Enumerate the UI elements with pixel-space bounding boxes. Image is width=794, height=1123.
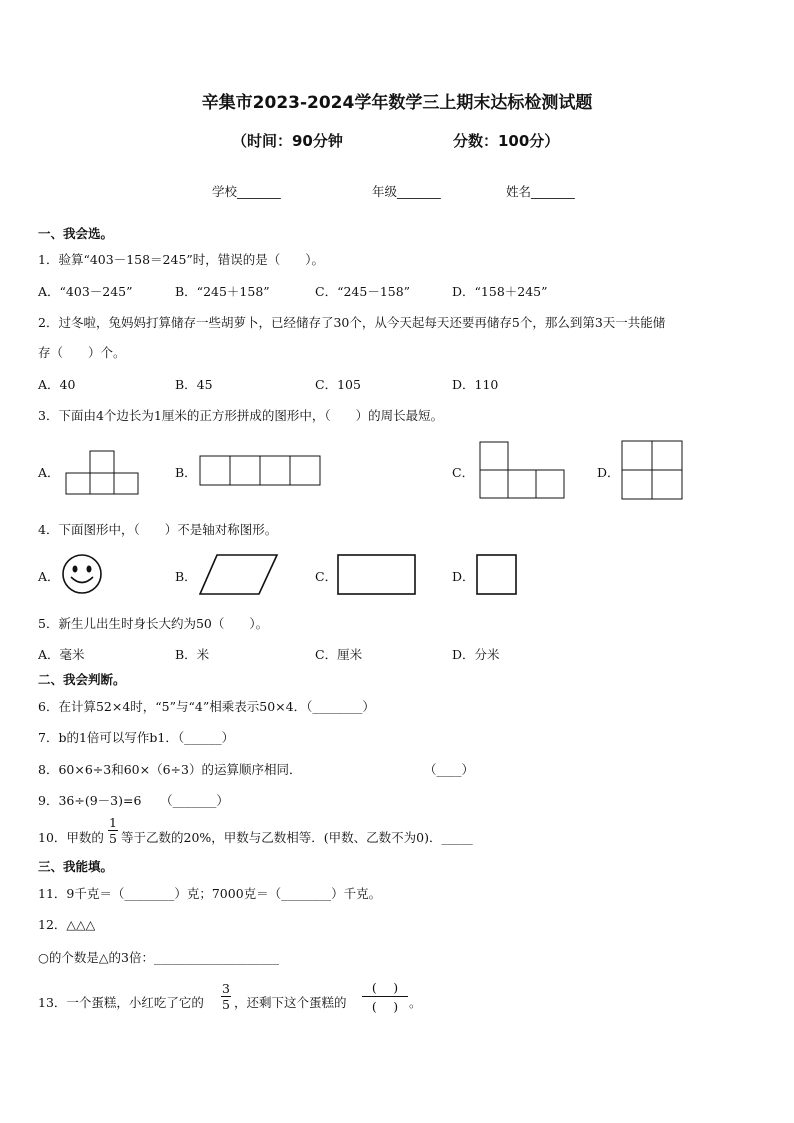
q5-option-a[interactable]: A．毫米: [38, 647, 85, 662]
q10-fraction-denominator: 5: [109, 831, 117, 846]
section-heading-3: 三、我能填。: [38, 859, 114, 874]
q10-fraction: [108, 815, 118, 846]
question-7: 7．b的1倍可以写作b1．（______）: [38, 730, 235, 745]
question-9: 9．36÷(9－3)=6 （_______）: [38, 793, 229, 808]
q10-fraction-numerator: 1: [109, 815, 117, 830]
question-11: 11．9千克＝（________）克；7000克＝（________）千克。: [38, 886, 382, 901]
question-8: 8．60×6÷3和60×（6÷3）的运算顺序相同．: [38, 762, 302, 777]
q2-option-c[interactable]: C．105: [315, 377, 361, 392]
question-12-shapes: 12．△△△: [38, 917, 96, 932]
q13-answer-numerator[interactable]: ( ): [371, 980, 399, 995]
q3-label-c[interactable]: C．: [452, 465, 475, 480]
q2-option-b[interactable]: B．45: [175, 377, 213, 392]
section-heading-2: 二、我会判断。: [38, 672, 126, 687]
square-figure: [476, 554, 518, 596]
rectangle-figure: [337, 554, 417, 596]
q5-option-c[interactable]: C．厘米: [315, 647, 363, 662]
question-10-prefix: 10．甲数的: [38, 830, 104, 845]
q4-label-c[interactable]: C．: [315, 569, 338, 584]
name-field[interactable]: 姓名_______: [506, 184, 575, 199]
school-field[interactable]: 学校_______: [212, 184, 281, 199]
q1-option-c[interactable]: C．“245－158”: [315, 284, 411, 299]
q3-label-d[interactable]: D．: [597, 465, 620, 480]
question-10-text: 等于乙数的20%，甲数与乙数相等．(甲数、乙数不为0)．_____: [121, 830, 473, 845]
q3-figure-a: [64, 450, 142, 496]
q13-answer-fraction[interactable]: [362, 978, 408, 1015]
exam-score: 分数：100分）: [453, 132, 560, 150]
q13-fraction-denominator: 5: [222, 997, 230, 1012]
question-2-line2: 存（ ）个。: [38, 345, 126, 360]
smiley-face-figure: [61, 553, 103, 595]
q3-figure-b: [199, 455, 323, 487]
q8-answer-blank[interactable]: （____）: [424, 762, 475, 777]
question-12: ○的个数是△的3倍：____________________: [38, 950, 279, 965]
question-13-middle: ，还剩下这个蛋糕的: [234, 995, 347, 1010]
q5-option-b[interactable]: B．米: [175, 647, 210, 662]
question-4: 4．下面图形中，（ ）不是轴对称图形。: [38, 522, 278, 537]
q5-option-d[interactable]: D．分米: [452, 647, 500, 662]
q2-option-a[interactable]: A．40: [38, 377, 76, 392]
q13-fraction-numerator: 3: [222, 981, 230, 996]
q1-option-b[interactable]: B．“245＋158”: [175, 284, 270, 299]
q2-option-d[interactable]: D．110: [452, 377, 499, 392]
question-5: 5．新生儿出生时身长大约为50（ ）。: [38, 616, 269, 631]
q4-label-b[interactable]: B．: [175, 569, 197, 584]
page-title: 辛集市2023-2024学年数学三上期末达标检测试题: [201, 93, 593, 113]
grade-field[interactable]: 年级_______: [372, 184, 441, 199]
question-6: 6．在计算52×4时，“5”与“4”相乘表示50×4．（________）: [38, 699, 375, 714]
q3-figure-d: [621, 440, 685, 502]
q4-label-a[interactable]: A．: [38, 569, 60, 584]
q4-label-d[interactable]: D．: [452, 569, 475, 584]
question-13-prefix: 13．一个蛋糕，小红吃了它的: [38, 995, 204, 1010]
question-2-line1: 2．过冬啦，兔妈妈打算储存一些胡萝卜，已经储存了30个，从今天起每天还要再储存5个，那么到第3天一共能储: [38, 315, 666, 330]
question-1: 1．验算“403－158＝245”时，错误的是（ ）。: [38, 252, 325, 267]
exam-time: （时间：90分钟: [232, 132, 343, 150]
q13-fraction: [221, 981, 231, 1012]
q13-answer-denominator[interactable]: ( ): [362, 996, 408, 1015]
section-heading-1: 一、我会选。: [38, 226, 114, 241]
question-3: 3．下面由4个边长为1厘米的正方形拼成的图形中，（ ）的周长最短。: [38, 408, 444, 423]
q3-label-a[interactable]: A．: [38, 465, 60, 480]
q3-figure-c: [479, 441, 567, 499]
question-13-end: 。: [409, 995, 422, 1010]
q3-label-b[interactable]: B．: [175, 465, 197, 480]
parallelogram-figure: [199, 554, 279, 596]
q1-option-d[interactable]: D．“158＋245”: [452, 284, 548, 299]
q1-option-a[interactable]: A．“403－245”: [38, 284, 133, 299]
